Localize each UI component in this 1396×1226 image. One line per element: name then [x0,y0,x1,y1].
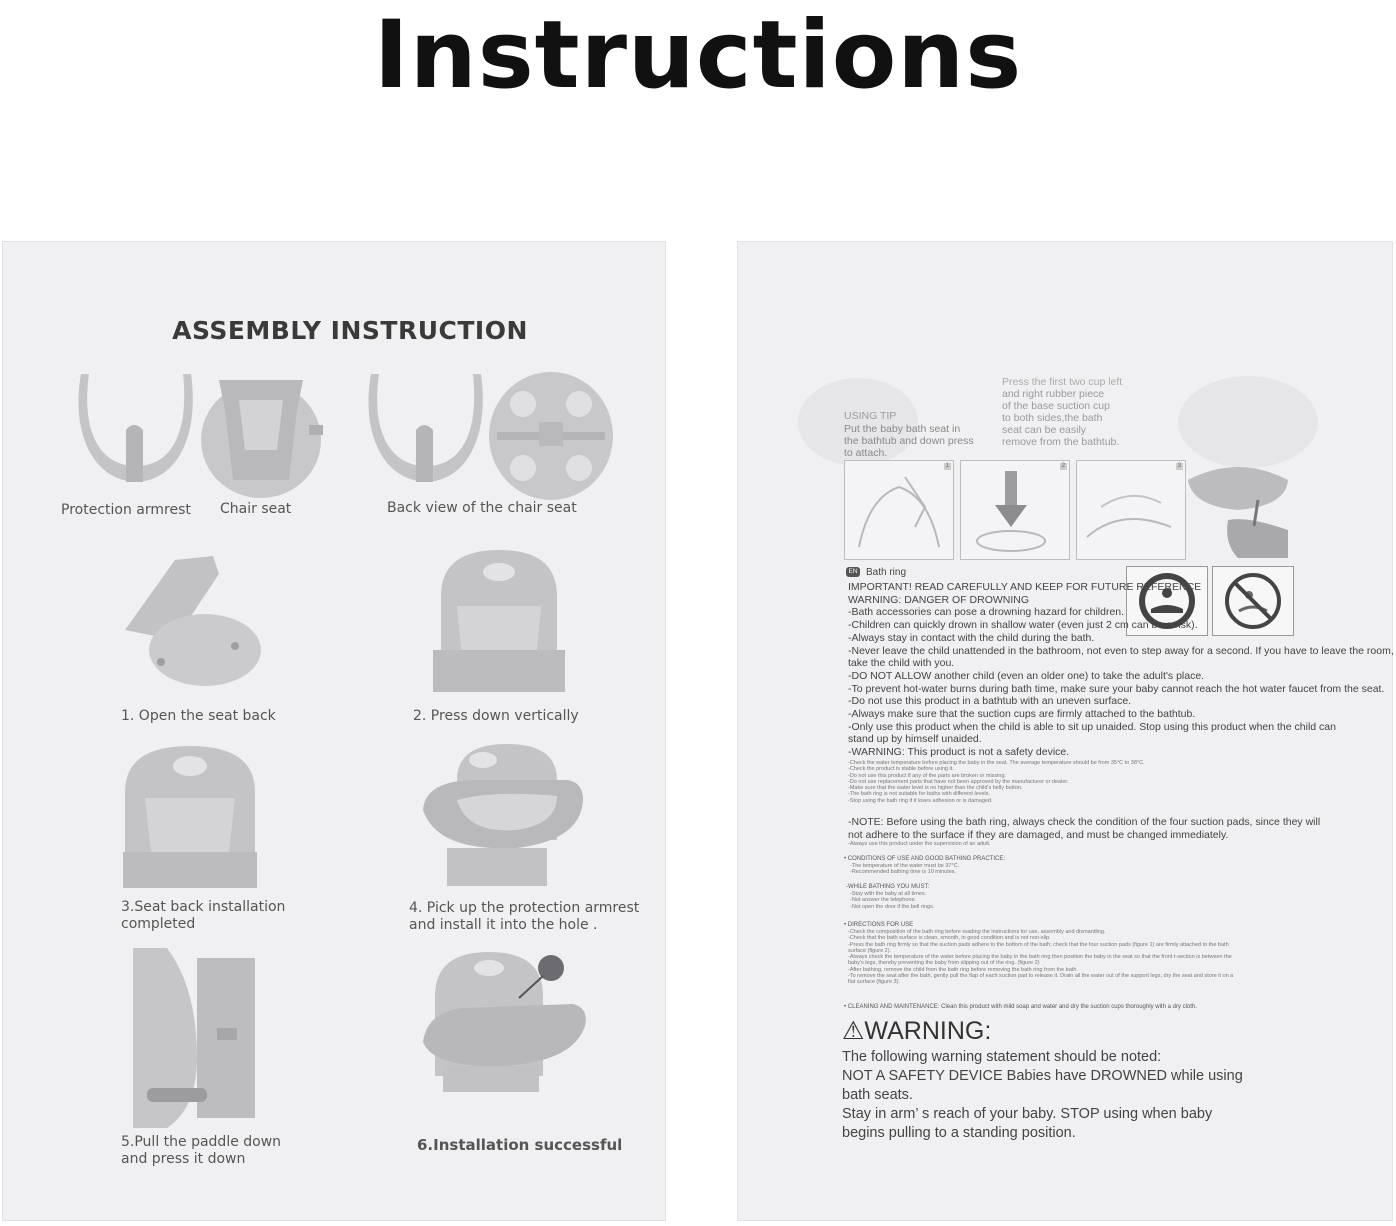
lang-badge: EN [846,567,860,577]
figure-3-box [1076,460,1186,560]
warning-line-2: NOT A SAFETY DEVICE Babies have DROWNED while using [842,1068,1243,1084]
page-title: Instructions [373,1,1023,110]
using-tip-line-2: the bathtub and down press [844,435,974,447]
directions-line-3: -Press the bath ring firmly so that the suction pads adhere to the bottom of the bath; check that the four suction pads (figure 1) are firmly attached to the bath [848,941,1229,948]
step-1-illustration [115,550,265,690]
warning-line-4: Stay in arm’ s reach of your baby. STOP using when baby [842,1106,1213,1122]
figure-2-box [960,460,1070,560]
notice-line-6: -Never leave the child unattended in the bathroom, not even to step away for a second. If you have to leave the room, [848,644,1394,657]
back-view-label: Back view of the chair seat [387,500,577,516]
notice-line-1: IMPORTANT! READ CAREFULLY AND KEEP FOR FUTURE REFERENCE [848,581,1202,593]
step-3-illustration [115,742,265,890]
notice-line-12: -Only use this product when the child is able to sit up unaided. Stop using this product when the child can [848,720,1336,733]
notice-line-4: -Children can quickly drown in shallow water (even just 2 cm can be a risk). [848,619,1198,632]
removal-tip-line-5: seat can be easily [1002,424,1087,436]
note-small-line: -Always use this product under the supervision of an adult. [848,841,991,848]
step-4-illustration [417,740,587,890]
figure-2-number: 2 [1061,463,1065,469]
small-line-6: -The bath ring is not suitable for baths with different levels. [848,791,991,798]
step-3-caption-line2: completed [121,916,196,932]
assembly-sheet [3,242,665,1220]
small-line-5: -Make sure that the water level is no higher than the child's belly button. [848,785,1023,792]
warning-triangle-icon: ⚠ [842,1017,865,1045]
protection-armrest-label: Protection armrest [61,502,191,518]
removal-tip-line-3: of the base suction cup [1002,400,1110,412]
seat-back-view-illustration [487,366,617,502]
small-line-2: -Check the product is stable before using it. [848,766,954,773]
directions-block [844,922,1233,986]
note-line-2: not adhere to the surface if they are damaged, and must be changed immediately. [848,828,1229,841]
notice-line-3: -Bath accessories can pose a drowning hazard for children. [848,606,1125,619]
warning-text-block [842,1048,1243,1143]
small-line-7: -Stop using the bath ring if it loses adhesion or is damaged. [848,797,993,804]
bath-ring-label: Bath ring [866,567,907,578]
suction-release-illustration [1188,460,1294,558]
while-bathing-heading: -WHILE BATHING YOU MUST: [846,884,930,890]
step-5-caption-line1: 5.Pull the paddle down [121,1134,282,1150]
small-line-4: -Do not use replacement parts that have not been approved by the manufacturer or dealer. [848,778,1069,785]
note-block [848,816,1320,848]
notice-line-2: WARNING: DANGER OF DROWNING [848,593,1030,606]
step-1-caption: 1. Open the seat back [121,708,276,724]
conditions-block [844,856,1005,876]
notice-line-13: stand up by himself unaided. [848,733,982,746]
notice-line-7: take the child with you. [848,657,955,670]
step-6-illustration [423,946,593,1102]
step-4-caption-line1: 4. Pick up the protection armrest [409,900,640,916]
conditions-line-2: -Recommended bathing time is 10 minutes. [850,869,957,876]
figure-1-hand-illustration [849,467,949,553]
step-5-illustration [127,948,261,1132]
warning-line-5: begins pulling to a standing position. [842,1125,1076,1141]
step-2-caption: 2. Press down vertically [413,708,579,724]
directions-line-7: -After bathing, remove the child from the bath ring before removing the bath ring from the bath. [848,966,1078,973]
warning-heading [842,1016,991,1046]
directions-line-6: baby's legs, thereby preventing the baby from slipping out of the ring. (figure 2) [848,960,1040,967]
notice-line-11: -Always make sure that the suction cups are firmly attached to the bathtub. [848,708,1196,721]
directions-line-4: surface (figure 2). [848,947,892,954]
removal-tip-line-4: to both sides,the bath [1002,412,1103,424]
step-6-caption: 6.Installation successful [417,1136,623,1154]
step-3-caption-line1: 3.Seat back installation [121,899,286,915]
step-5-caption-line2: and press it down [121,1151,246,1167]
figure-3-number: 3 [1177,463,1181,469]
small-print-block-1 [848,760,1145,804]
warning-line-3: bath seats. [842,1087,913,1103]
cleaning-line: • CLEANING AND MAINTENANCE: Clean this product with mild soap and water and dry the suction cups thoroughly with a dry cloth. [844,1004,1197,1010]
using-tip-line-3: to attach. [844,447,888,459]
small-line-1: -Check the water temperature before placing the baby in the seat. The average temperature should be from 35°C to 38°C. [848,760,1145,766]
chair-seat-illustration [199,370,324,500]
removal-tip-line-2: and right rubber piece [1002,388,1105,400]
while-line-1: -Stay with the baby at all times. [850,891,927,897]
notice-block [848,581,1394,759]
notice-line-5: -Always stay in contact with the child during the bath. [848,631,1095,644]
directions-heading: • DIRECTIONS FOR USE [844,922,914,928]
warning-heading-text: WARNING: [864,1017,992,1045]
removal-tip-line-6: remove from the bathtub. [1002,436,1120,448]
conditions-line-1: -The temperature of the water must be 37°C. [850,863,960,869]
directions-line-2: -Check that the bath surface is clean, smooth, in good condition and is not non-slip. [848,935,1051,942]
safety-sheet [738,242,1392,1220]
directions-line-1: -Check the composition of the bath ring before reading the instructions for use, assembly and dismantling. [848,929,1106,935]
armrest-back-illustration [361,370,491,500]
notice-line-14: -WARNING: This product is not a safety device. [848,746,1070,759]
small-line-3: -Do not use this product if any of the parts are broken or missing. [848,772,1007,779]
directions-line-8: -To remove the seat after the bath, gently pull the flap of each suction pad to release it. Drain all the water out of the support legs, dry the seat and store it on a [848,973,1234,980]
chair-seat-label: Chair seat [220,501,292,517]
notice-line-9: -To prevent hot-water burns during bath time, make sure your baby cannot reach the hot water faucet from the seat. [848,682,1385,695]
armrest-illustration [71,370,201,500]
removal-tip-line-1: Press the first two cup left [1002,376,1123,388]
notice-line-10: -Do not use this product in a bathtub with an uneven surface. [848,695,1132,708]
figure-1-number: 1 [945,463,949,469]
step-4-caption-line2: and install it into the hole . [409,917,598,933]
using-tip-line-1: Put the baby bath seat in [844,423,961,435]
notice-line-8: -DO NOT ALLOW another child (even an older one) to take the adult's place. [848,669,1205,682]
while-bathing-block [846,884,934,910]
while-line-3: -Not open the door if the bell rings. [850,903,935,910]
directions-line-5: -Always check the temperature of the water before placing the baby in the bath ring then position the baby in the seat so that the front t-section is between the [848,954,1232,961]
figure-3-hand-illustration [1081,467,1181,553]
while-line-2: -Not answer the telephone. [850,897,917,904]
warning-line-1: The following warning statement should be noted: [842,1049,1162,1065]
conditions-heading: • CONDITIONS OF USE AND GOOD BATHING PRACTICE: [844,856,1006,862]
directions-line-9: flat surface (figure 3). [848,979,900,986]
figure-2-arrow-illustration [965,467,1065,553]
using-tip-heading: USING TIP [844,410,897,422]
step-2-illustration [427,546,573,696]
assembly-heading: ASSEMBLY INSTRUCTION [172,316,528,345]
figure-1-box [844,460,954,560]
note-line-1: -NOTE: Before using the bath ring, always check the condition of the four suction pads, since they will [848,816,1321,828]
